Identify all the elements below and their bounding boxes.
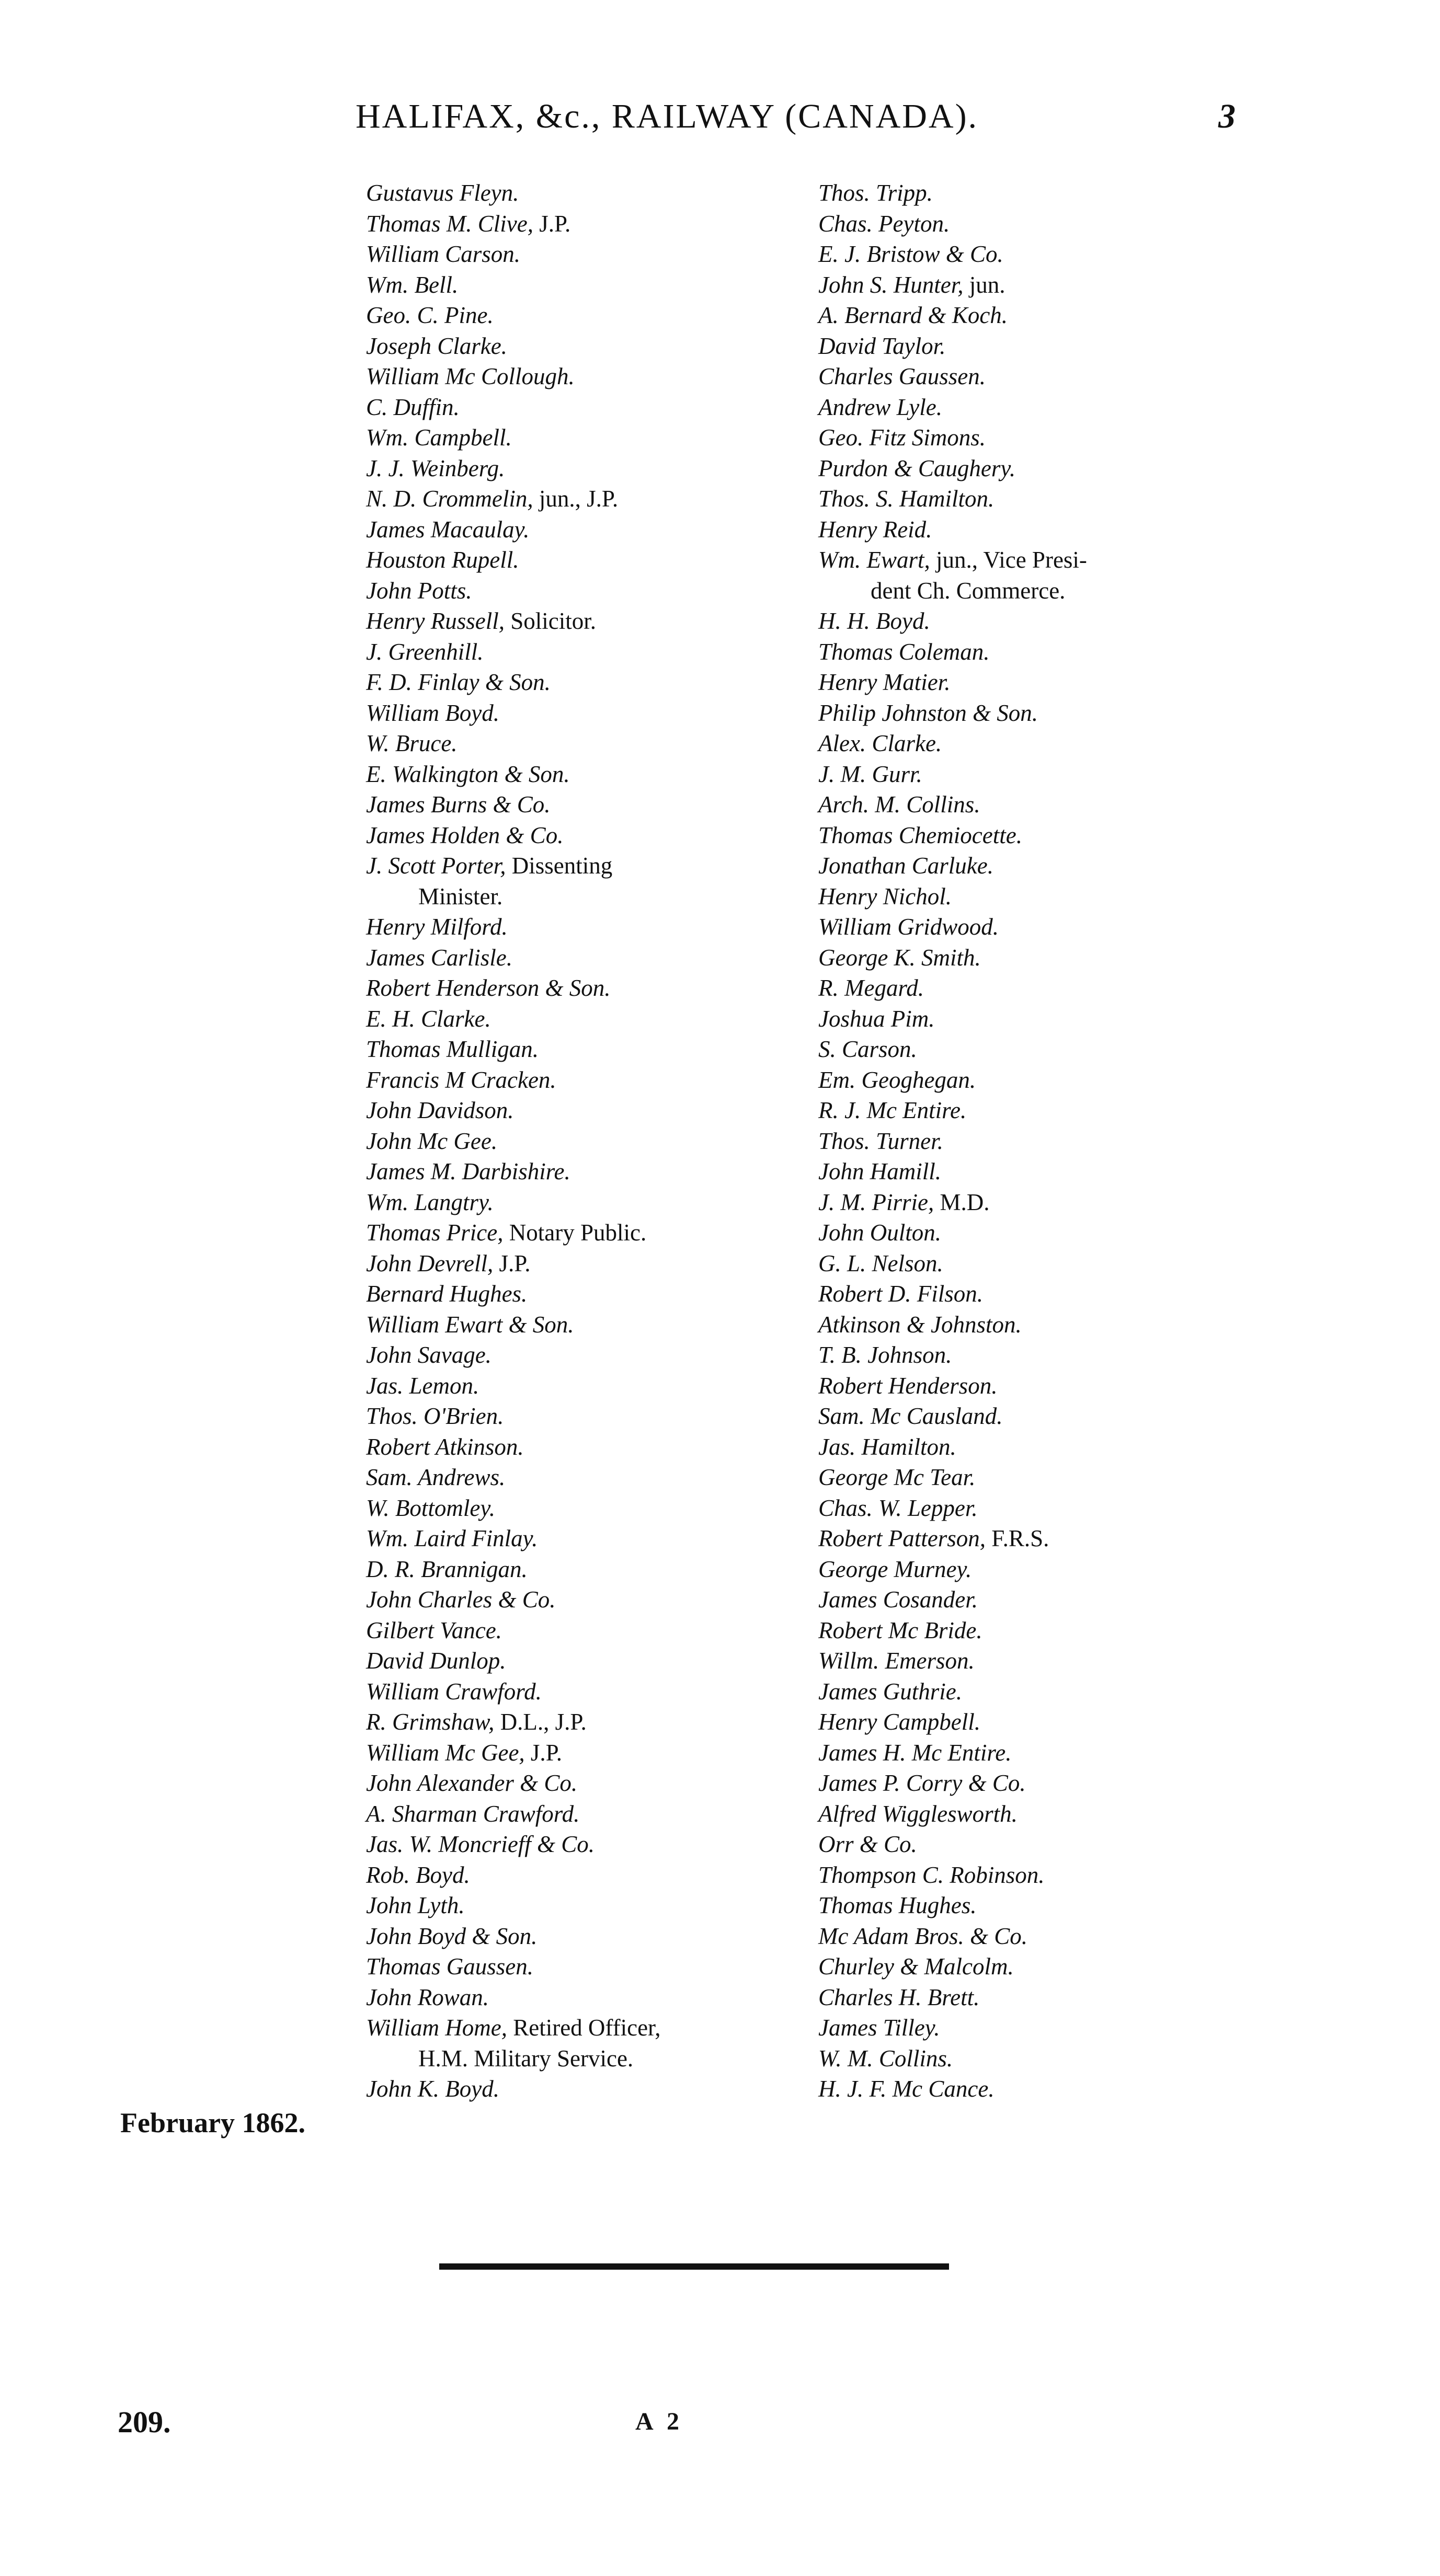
subscriber-name: Philip Johnston & Son. <box>818 699 1038 726</box>
list-item <box>818 820 1268 851</box>
subscriber-name: James Tilley. <box>818 2015 940 2041</box>
list-item <box>818 1738 1268 1768</box>
list-item <box>818 1676 1268 1707</box>
subscriber-name: Henry Campbell. <box>818 1709 980 1735</box>
subscriber-name: George Mc Tear. <box>818 1464 976 1490</box>
subscriber-name: Henry Russell, <box>366 608 505 634</box>
subscriber-name: Sam. Andrews. <box>366 1464 506 1490</box>
list-item <box>366 1401 837 1432</box>
list-item <box>818 1401 1268 1432</box>
subscriber-name: James M. Darbishire. <box>366 1158 570 1184</box>
subscriber-name: George Murney. <box>818 1556 972 1582</box>
subscriber-title: jun., Vice Presi- <box>930 547 1087 573</box>
list-item <box>366 942 837 973</box>
list-item <box>818 1340 1268 1371</box>
subscriber-name: W. Bottomley. <box>366 1494 496 1521</box>
list-item <box>818 606 1268 637</box>
subscriber-name: William Carson. <box>366 241 521 267</box>
subscriber-name: Thomas M. Clive, <box>366 210 533 237</box>
list-item <box>366 606 837 637</box>
subscriber-name: J. Scott Porter, <box>366 853 506 879</box>
list-item <box>366 453 837 484</box>
subscriber-name: Henry Matier. <box>818 669 951 695</box>
list-item <box>366 912 837 942</box>
subscriber-name: David Dunlop. <box>366 1648 506 1674</box>
subscriber-title: F.R.S. <box>985 1525 1049 1551</box>
list-item <box>366 514 837 545</box>
list-item <box>366 1523 837 1554</box>
subscriber-name: Alex. Clarke. <box>818 730 942 756</box>
running-title: HALIFAX, &c., RAILWAY (CANADA). <box>356 97 979 135</box>
list-item <box>366 1676 837 1707</box>
list-item <box>366 820 837 851</box>
list-item <box>366 392 837 423</box>
subscriber-name: James Holden & Co. <box>366 822 564 848</box>
subscriber-name: R. J. Mc Entire. <box>818 1097 967 1123</box>
subscriber-title: jun., J.P. <box>533 486 619 512</box>
subscriber-name: Chas. W. Lepper. <box>818 1494 978 1521</box>
list-item <box>818 942 1268 973</box>
list-item <box>818 1799 1268 1830</box>
list-item <box>818 1279 1268 1309</box>
list-item <box>366 1065 837 1096</box>
list-item <box>366 1554 837 1585</box>
subscriber-name: C. Duffin. <box>366 394 460 420</box>
subscriber-name: Joshua Pim. <box>818 1005 935 1032</box>
list-item <box>818 1034 1268 1065</box>
subscriber-name: Wm. Laird Finlay. <box>366 1525 538 1551</box>
subscriber-name: John K. Boyd. <box>366 2076 499 2102</box>
subscriber-name: John Oulton. <box>818 1220 941 1246</box>
subscriber-name: Em. Geoghegan. <box>818 1066 976 1093</box>
list-item <box>366 1217 837 1248</box>
list-item <box>818 1829 1268 1860</box>
subscriber-name: Willm. Emerson. <box>818 1648 975 1674</box>
subscriber-name: James Cosander. <box>818 1586 978 1613</box>
subscriber-name: Thompson C. Robinson. <box>818 1861 1045 1888</box>
subscriber-name: Sam. Mc Causland. <box>818 1403 1003 1429</box>
list-item <box>818 361 1268 392</box>
subscriber-name: H. J. F. Mc Cance. <box>818 2076 995 2102</box>
subscriber-name: Andrew Lyle. <box>818 394 942 420</box>
subscriber-name: Mc Adam Bros. & Co. <box>818 1923 1027 1949</box>
list-item <box>366 1738 837 1768</box>
list-item <box>818 1462 1268 1493</box>
subscriber-name: Charles H. Brett. <box>818 1984 980 2010</box>
list-item <box>818 453 1268 484</box>
subscriber-name: John Lyth. <box>366 1892 465 1918</box>
subscriber-name: Robert Atkinson. <box>366 1433 524 1460</box>
subscriber-title: Solicitor. <box>504 608 596 634</box>
subscriber-name: N. D. Crommelin, <box>366 486 533 512</box>
list-item <box>818 2043 1268 2074</box>
list-item <box>366 1279 837 1309</box>
subscriber-name: Thomas Chemiocette. <box>818 822 1022 848</box>
list-item <box>366 1248 837 1279</box>
subscriber-name: R. Grimshaw, <box>366 1709 495 1735</box>
subscriber-name: Jas. W. Moncrieff & Co. <box>366 1831 595 1857</box>
list-item <box>366 1951 837 1982</box>
list-item <box>366 1829 837 1860</box>
subscriber-name: Orr & Co. <box>818 1831 917 1857</box>
subscriber-name: William Boyd. <box>366 699 499 726</box>
list-item <box>818 300 1268 331</box>
list-item <box>818 1493 1268 1524</box>
subscriber-name: George K. Smith. <box>818 944 981 971</box>
subscriber-name: John Charles & Co. <box>366 1586 556 1613</box>
subscriber-name: G. L. Nelson. <box>818 1250 943 1276</box>
list-item <box>818 637 1268 668</box>
date-line: February 1862. <box>120 2107 305 2138</box>
subscriber-name: William Ewart & Son. <box>366 1311 574 1338</box>
list-item <box>818 1584 1268 1615</box>
subscriber-name: D. R. Brannigan. <box>366 1556 528 1582</box>
list-item <box>366 1095 837 1126</box>
subscriber-name: Thomas Coleman. <box>818 638 990 665</box>
list-item <box>366 1768 837 1799</box>
subscriber-name: John Devrell, <box>366 1250 494 1276</box>
subscriber-name: John Potts. <box>366 577 472 604</box>
list-item <box>366 728 837 759</box>
list-item <box>818 1646 1268 1676</box>
subscriber-name: Houston Rupell. <box>366 547 519 573</box>
list-item <box>818 1768 1268 1799</box>
subscriber-name: James Carlisle. <box>366 944 512 971</box>
subscriber-title-continued: Minister. <box>418 883 503 910</box>
subscriber-title: D.L., J.P. <box>494 1709 587 1735</box>
subscriber-title: Dissenting <box>506 853 613 879</box>
list-item <box>366 1646 837 1676</box>
list-item <box>818 331 1268 362</box>
list-item <box>366 1034 837 1065</box>
subscriber-name: Geo. C. Pine. <box>366 302 494 328</box>
subscriber-name: Rob. Boyd. <box>366 1861 470 1888</box>
list-item <box>818 178 1268 209</box>
list-item <box>366 1584 837 1615</box>
list-item <box>818 1860 1268 1891</box>
list-item <box>818 1615 1268 1646</box>
subscriber-name: William Home, <box>366 2015 507 2041</box>
list-item <box>366 637 837 668</box>
left-column-list <box>366 178 837 2104</box>
list-item <box>818 1554 1268 1585</box>
page-header <box>0 97 1440 154</box>
subscriber-name: William Gridwood. <box>818 914 999 940</box>
list-item <box>818 239 1268 270</box>
subscriber-name: John Davidson. <box>366 1097 514 1123</box>
list-item <box>818 1004 1268 1034</box>
subscriber-name: James Macaulay. <box>366 516 530 543</box>
list-item <box>366 1462 837 1493</box>
list-item <box>366 698 837 729</box>
list-item <box>366 1493 837 1524</box>
subscriber-name: James Guthrie. <box>818 1678 962 1705</box>
subscriber-name: David Taylor. <box>818 332 946 359</box>
subscriber-name: A. Sharman Crawford. <box>366 1800 580 1827</box>
list-item <box>818 912 1268 942</box>
list-item <box>818 1921 1268 1952</box>
subscriber-name: W. M. Collins. <box>818 2045 953 2072</box>
list-item <box>818 881 1268 912</box>
subscriber-name: John S. Hunter, <box>818 271 964 298</box>
right-column-list <box>818 178 1268 2104</box>
subscriber-name: John Hamill. <box>818 1158 941 1184</box>
subscriber-name: Gustavus Fleyn. <box>366 180 519 206</box>
list-item <box>818 973 1268 1004</box>
list-item <box>818 270 1268 301</box>
list-item <box>366 331 837 362</box>
list-item <box>818 2012 1268 2043</box>
subscriber-name: William Mc Collough. <box>366 363 575 389</box>
subscriber-name: John Boyd & Son. <box>366 1923 538 1949</box>
subscriber-title: jun. <box>963 271 1005 298</box>
subscriber-name: S. Carson. <box>818 1036 917 1062</box>
subscriber-name: Thomas Price, <box>366 1220 504 1246</box>
list-item <box>818 789 1268 820</box>
horizontal-rule <box>439 2263 949 2270</box>
list-item <box>818 698 1268 729</box>
signature-mark: A 2 <box>635 2408 684 2435</box>
subscriber-name: J. J. Weinberg. <box>366 455 505 481</box>
subscriber-name: A. Bernard & Koch. <box>818 302 1008 328</box>
page-number: 209. <box>118 2405 171 2439</box>
list-item <box>366 484 837 514</box>
subscriber-name: Robert Henderson & Son. <box>366 975 611 1001</box>
subscriber-title-continued: dent Ch. Commerce. <box>871 577 1066 604</box>
list-item <box>818 1217 1268 1248</box>
subscriber-name: James P. Corry & Co. <box>818 1770 1026 1796</box>
list-item <box>366 1890 837 1921</box>
list-item <box>366 1371 837 1401</box>
list-item <box>818 1707 1268 1738</box>
list-item <box>818 1890 1268 1921</box>
subscriber-name: Gilbert Vance. <box>366 1617 502 1643</box>
subscriber-name: John Mc Gee. <box>366 1128 498 1154</box>
list-item <box>366 1707 837 1738</box>
list-item <box>818 422 1268 453</box>
subscriber-name: Wm. Langtry. <box>366 1189 494 1215</box>
subscriber-name: John Savage. <box>366 1342 492 1368</box>
list-item <box>366 1982 837 2013</box>
subscriber-name: Thomas Gaussen. <box>366 1953 534 1980</box>
list-item <box>366 759 837 790</box>
list-item <box>818 728 1268 759</box>
subscriber-name: Francis M Cracken. <box>366 1066 556 1093</box>
subscriber-name: Bernard Hughes. <box>366 1281 528 1307</box>
list-item <box>818 850 1268 881</box>
list-item <box>366 2074 837 2104</box>
subscriber-name: Henry Reid. <box>818 516 932 543</box>
subscriber-name: Chas. Peyton. <box>818 210 950 237</box>
page-marker: 3 <box>1218 97 1236 135</box>
subscriber-name: James H. Mc Entire. <box>818 1739 1012 1766</box>
list-item <box>818 1156 1268 1187</box>
subscriber-name: Jas. Lemon. <box>366 1372 479 1399</box>
list-item <box>366 1799 837 1830</box>
subscriber-name: Jas. Hamilton. <box>818 1433 956 1460</box>
list-item <box>818 392 1268 423</box>
list-item <box>818 1248 1268 1279</box>
subscriber-name: Joseph Clarke. <box>366 332 507 359</box>
list-item <box>366 1432 837 1463</box>
subscriber-name: Thos. Turner. <box>818 1128 943 1154</box>
subscriber-name: Wm. Campbell. <box>366 424 512 451</box>
subscriber-name: James Burns & Co. <box>366 791 551 818</box>
list-item <box>818 484 1268 514</box>
list-item <box>818 209 1268 239</box>
subscriber-name: William Mc Gee, <box>366 1739 525 1766</box>
list-item <box>818 667 1268 698</box>
subscriber-name: John Rowan. <box>366 1984 489 2010</box>
list-item <box>818 545 1268 606</box>
subscriber-name: Atkinson & Johnston. <box>818 1311 1022 1338</box>
list-item <box>366 2012 837 2074</box>
list-item <box>366 270 837 301</box>
list-item <box>366 973 837 1004</box>
subscriber-name: Henry Nichol. <box>818 883 952 910</box>
subscriber-name: William Crawford. <box>366 1678 542 1705</box>
list-item <box>366 209 837 239</box>
list-item <box>818 1371 1268 1401</box>
subscriber-name: E. Walkington & Son. <box>366 761 570 787</box>
list-item <box>366 1004 837 1034</box>
subscriber-name: J. M. Gurr. <box>818 761 922 787</box>
subscriber-name: Thomas Hughes. <box>818 1892 977 1918</box>
list-item <box>366 1921 837 1952</box>
list-item <box>818 1309 1268 1340</box>
list-item <box>366 1340 837 1371</box>
subscriber-name: Geo. Fitz Simons. <box>818 424 986 451</box>
subscriber-name: Purdon & Caughery. <box>818 455 1016 481</box>
subscriber-title: J.P. <box>524 1739 562 1766</box>
subscriber-name: T. B. Johnson. <box>818 1342 952 1368</box>
list-item <box>366 545 837 576</box>
list-item <box>366 576 837 606</box>
list-item <box>366 239 837 270</box>
list-item <box>818 1951 1268 1982</box>
subscriber-name: John Alexander & Co. <box>366 1770 578 1796</box>
list-item <box>818 1065 1268 1096</box>
subscriber-name: F. D. Finlay & Son. <box>366 669 551 695</box>
subscriber-name: Thos. O'Brien. <box>366 1403 504 1429</box>
list-item <box>366 1126 837 1157</box>
subscriber-title-continued: H.M. Military Service. <box>418 2045 634 2072</box>
subscriber-name: W. Bruce. <box>366 730 458 756</box>
list-item <box>366 300 837 331</box>
list-item <box>366 1187 837 1218</box>
subscriber-name: Arch. M. Collins. <box>818 791 980 818</box>
list-item <box>366 1860 837 1891</box>
list-item <box>366 1615 837 1646</box>
list-item <box>366 422 837 453</box>
subscriber-title: J.P. <box>533 210 571 237</box>
list-item <box>818 1432 1268 1463</box>
list-item <box>366 850 837 912</box>
list-item <box>366 178 837 209</box>
subscriber-name: Robert Henderson. <box>818 1372 998 1399</box>
list-item <box>818 1126 1268 1157</box>
subscriber-title: Retired Officer, <box>507 2015 661 2041</box>
subscriber-name: E. H. Clarke. <box>366 1005 491 1032</box>
subscriber-name: Jonathan Carluke. <box>818 853 993 879</box>
subscriber-name: Alfred Wigglesworth. <box>818 1800 1018 1827</box>
subscriber-name: Robert D. Filson. <box>818 1281 983 1307</box>
subscriber-title: Notary Public. <box>503 1220 647 1246</box>
subscriber-name: Churley & Malcolm. <box>818 1953 1014 1980</box>
list-item <box>818 514 1268 545</box>
subscriber-name: Henry Milford. <box>366 914 508 940</box>
list-item <box>818 1095 1268 1126</box>
subscriber-name: E. J. Bristow & Co. <box>818 241 1003 267</box>
subscriber-name: H. H. Boyd. <box>818 608 930 634</box>
subscriber-name: Robert Patterson, <box>818 1525 986 1551</box>
subscriber-title: J.P. <box>493 1250 531 1276</box>
list-item <box>366 1156 837 1187</box>
list-item <box>366 1309 837 1340</box>
subscriber-name: Thos. Tripp. <box>818 180 933 206</box>
subscriber-name: Thos. S. Hamilton. <box>818 486 995 512</box>
list-item <box>366 361 837 392</box>
list-item <box>818 1187 1268 1218</box>
list-item <box>366 789 837 820</box>
subscriber-name: Thomas Mulligan. <box>366 1036 539 1062</box>
list-item <box>818 2074 1268 2104</box>
subscriber-title: M.D. <box>934 1189 990 1215</box>
subscriber-name: Charles Gaussen. <box>818 363 986 389</box>
subscriber-name: Robert Mc Bride. <box>818 1617 982 1643</box>
list-item <box>818 1523 1268 1554</box>
list-item <box>818 1982 1268 2013</box>
subscriber-name: Wm. Bell. <box>366 271 459 298</box>
list-item <box>818 759 1268 790</box>
subscriber-name: R. Megard. <box>818 975 924 1001</box>
subscriber-name: J. Greenhill. <box>366 638 484 665</box>
subscriber-name: J. M. Pirrie, <box>818 1189 934 1215</box>
subscriber-name: Wm. Ewart, <box>818 547 930 573</box>
list-item <box>366 667 837 698</box>
